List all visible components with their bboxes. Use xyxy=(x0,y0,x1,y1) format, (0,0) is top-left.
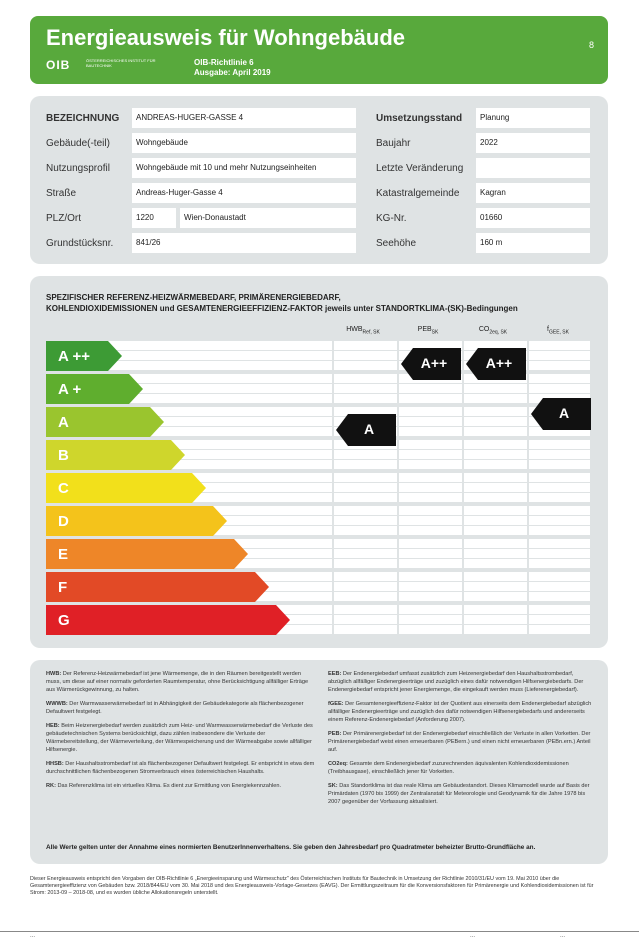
glossary-definition: Der Referenz-Heizwärmebedarf ist jene Wärmemenge, die in den Räumen bereitgestellt werden muss, um diese auf einer normativ geforderten Raumtemperatur, ohne Berücksichtigung allfälliger Erträge aus Wärmerückgewinnung, zu halten. xyxy=(46,671,309,693)
rating-grid xyxy=(46,340,590,636)
info-value: Planung xyxy=(476,108,590,128)
energy-class-arrow xyxy=(46,506,227,536)
info-label: KG-Nr. xyxy=(376,213,407,224)
result-marker-co2eq xyxy=(466,348,526,380)
glossary-entry xyxy=(46,760,316,776)
energy-class-arrow xyxy=(46,539,248,569)
info-value: Andreas-Huger-Gasse 4 xyxy=(132,183,356,203)
info-value-city: Wien-Donaustadt xyxy=(180,208,356,228)
glossary-entry xyxy=(46,670,316,694)
energy-class-label: C xyxy=(58,480,69,497)
info-value: 01660 xyxy=(476,208,590,228)
info-row-building-part xyxy=(30,133,608,153)
info-value: Kagran xyxy=(476,183,590,203)
info-value: Wohngebäude mit 10 und mehr Nutzungseinheiten xyxy=(132,158,356,178)
grid-column-separator xyxy=(527,340,529,636)
glossary-entry xyxy=(328,782,598,806)
guideline-name: OIB-Richtlinie 6 xyxy=(194,58,254,67)
energy-class-label: G xyxy=(58,612,70,629)
energy-class-label: F xyxy=(58,579,68,596)
rating-heading-line1: SPEZIFISCHER REFERENZ-HEIZWÄRMEBEDARF, PRIMÄRENERGIEBEDARF, xyxy=(46,293,341,302)
energy-class-arrow xyxy=(46,572,269,602)
result-marker-hwb xyxy=(336,414,396,446)
grid-column-separator xyxy=(462,340,464,636)
info-label: Gebäude(-teil) xyxy=(46,138,110,149)
glossary-definition: Der Primärenergiebedarf ist der Endenergiebedarf einschließlich der Verluste in allen Vorketten. Der Primärenergiebedarf weist einen erneuerbaren (PEBern.) und einen nicht erneuerbaren (PEBn.ern.) Anteil auf. xyxy=(328,731,591,753)
grid-column-separator xyxy=(332,340,334,636)
energy-class-arrow xyxy=(46,605,290,635)
column-header-fgee: $f_{GEE, SK}$ xyxy=(547,326,569,336)
building-info-panel xyxy=(30,96,608,264)
glossary-term: SK: xyxy=(328,783,340,789)
oib-logo: OIB xyxy=(46,58,71,72)
info-label: Katastralgemeinde xyxy=(376,188,460,199)
glossary-term: HWB: xyxy=(46,671,63,677)
glossary-panel xyxy=(30,660,608,864)
grid-column-separator xyxy=(397,340,399,636)
glossary-definition: Das Standortklima ist das reale Klima am Gebäudestandort. Dieses Klimamodell wurde auf Basis der Primärdaten (1970 bis 1999) der Zentralanstalt für Meteorologie und Geodynamik für die Jahre 1978 bis 2007 gegenüber der Vorfassung aktualisiert. xyxy=(328,783,590,805)
glossary-left-column xyxy=(46,670,316,796)
bottom-right-text: ... xyxy=(560,933,566,939)
info-value: ANDREAS-HUGER-GASSE 4 xyxy=(132,108,356,128)
glossary-entry xyxy=(328,730,598,754)
info-label: Letzte Veränderung xyxy=(376,163,464,174)
energy-class-arrow xyxy=(46,407,164,437)
energy-class-label: A xyxy=(58,414,69,431)
energy-rating-panel xyxy=(30,276,608,648)
glossary-right-column xyxy=(328,670,598,812)
info-row-plot-number xyxy=(30,233,608,253)
result-marker-label: A++ xyxy=(420,355,448,371)
bottom-left-text: ... xyxy=(30,933,36,939)
glossary-term: CO2eq: xyxy=(328,761,350,767)
glossary-definition: Der Haushaltsstrombedarf ist als flächenbezogener Defaultwert festgelegt. Er entspricht in etwa dem durchschnittlichen flächenbezogenen Stromverbrauch eines österreichischen Haushalts. xyxy=(46,761,315,775)
result-marker-fgee xyxy=(531,398,591,430)
energy-class-label: A ++ xyxy=(58,348,90,365)
rating-heading xyxy=(46,292,602,314)
info-label: BEZEICHNUNG xyxy=(46,113,120,124)
glossary-entry xyxy=(328,670,598,694)
glossary-definition: Der Gesamtenergieeffizienz-Faktor ist der Quotient aus einerseits dem Endenergiebedarf abzüglich allfälliger Endenergieerträge und zuzüglich des dafür notwendigen Hilfsenergiebedarfs und andererseits einem Referenz-Endenergiebedarf (Anforderung 2007). xyxy=(328,701,592,723)
glossary-term: RK: xyxy=(46,783,58,789)
info-value: 841/26 xyxy=(132,233,356,253)
energy-class-label: A + xyxy=(58,381,82,398)
glossary-term: WWWB: xyxy=(46,701,70,707)
energy-class-arrow xyxy=(46,341,122,371)
glossary-term: EEB: xyxy=(328,671,343,677)
page-title: Energieausweis für Wohngebäude xyxy=(46,25,405,50)
glossary-definition: Das Referenzklima ist ein virtuelles Klima. Es dient zur Ermittlung von Energiekennzahlen. xyxy=(57,783,282,789)
glossary-entry xyxy=(46,700,316,716)
info-label: Baujahr xyxy=(376,138,411,149)
glossary-entry xyxy=(328,760,598,776)
energy-class-arrow xyxy=(46,473,206,503)
info-value-zip: 1220 xyxy=(132,208,176,228)
result-marker-label: A++ xyxy=(485,355,513,371)
column-header-co2: $CO_{2eq, SK}$ xyxy=(478,326,508,336)
result-marker-peb xyxy=(401,348,461,380)
energy-class-label: D xyxy=(58,513,69,530)
info-row-street xyxy=(30,183,608,203)
legal-footnote: Dieser Energieausweis entspricht den Vorgaben der OIB-Richtlinie 6 „Energieeinsparung und Wärmeschutz" des Österreichischen Instituts für Bautechnik in Umsetzung der Richtlinie 2010/31/EU vom 19. Mai 2010 über die Gesamtenergieeffizienz von Gebäuden bzw. 2018/844/EU vom 30. Mai 2018 und des Energieausweis-Vorlage-Gesetzes (EAVG). Der Ermittlungszeitraum für die Konversionsfaktoren für Primärenergie und Kohlendioxidemissionen ist für Strom: 2013-09 – 2018-08, und es wurden übliche Allokationsregeln unterstellt. xyxy=(30,876,594,896)
glossary-definition: Der Endenergiebedarf umfasst zusätzlich zum Heizenergiebedarf den Haushaltsstrombedarf, abzüglich allfälliger Endenergieerträge und zuzüglich eines dafür notwendigen Hilfsenergiebedarfs. Der Endenergiebedarf entspricht jener Energiemenge, die eingekauft werden muss (Lieferenergiebedarf). xyxy=(328,671,584,693)
page-number: 8 xyxy=(588,40,594,50)
glossary-entry xyxy=(46,722,316,754)
info-label: PLZ/Ort xyxy=(46,213,82,224)
guideline-info xyxy=(194,58,271,78)
glossary-term: fGEE: xyxy=(328,701,346,707)
result-marker-label: A xyxy=(363,421,375,437)
glossary-entry xyxy=(328,700,598,724)
glossary-term: HEB: xyxy=(46,723,62,729)
energy-class-label: E xyxy=(58,546,69,563)
info-row-usage-profile xyxy=(30,158,608,178)
info-value xyxy=(476,158,590,178)
glossary-term: PEB: xyxy=(328,731,343,737)
info-label: Seehöhe xyxy=(376,238,417,249)
energy-class-arrow xyxy=(46,374,143,404)
info-label: Umsetzungsstand xyxy=(376,113,463,124)
bottom-mid-text: ... xyxy=(470,933,476,939)
column-header-hwb: $HWB_{Ref, SK}$ xyxy=(346,326,380,336)
page-bottom-line xyxy=(0,931,639,932)
info-value: 160 m xyxy=(476,233,590,253)
oib-logo-subtitle: ÖSTERREICHISCHES INSTITUT FÜR BAUTECHNIK xyxy=(86,58,156,68)
header-banner xyxy=(30,16,608,84)
glossary-definition: Beim Heizenergiebedarf werden zusätzlich zum Heiz- und Warmwasserwärmebedarf die Verluste des gebäudetechnischen Systems berücksichtigt, dazu zählen insbesondere die Verluste der Wärmebereitstellung, der Wärmeverteilung, der Wärmespeicherung und der Wärmeabgabe sowie allfälliger Hilfsenergie. xyxy=(46,723,313,753)
result-marker-label: A xyxy=(558,404,570,421)
info-value: 2022 xyxy=(476,133,590,153)
rating-heading-line2: KOHLENDIOXIDEMISSIONEN und GESAMTENERGIEEFFIZIENZ-FAKTOR jeweils unter STANDORTKLIMA-(SK)-Bedingungen xyxy=(46,304,518,313)
info-row-zip-city xyxy=(30,208,608,228)
glossary-definition: Gesamte dem Endenergiebedarf zuzurechnenden äquivalenten Kohlendioxidemissionen (Treibhausgase), einschließlich jener für Vorketten. xyxy=(328,761,569,775)
info-value: Wohngebäude xyxy=(132,133,356,153)
glossary-entry xyxy=(46,782,316,790)
glossary-definition: Der Warmwasserwärmebedarf ist in Abhängigkeit der Gebäudekategorie als flächenbezogener Defaultwert festgelegt. xyxy=(46,701,304,715)
info-label: Straße xyxy=(46,188,77,199)
column-header-peb: $PEB_{SK}$ xyxy=(417,326,439,336)
glossary-footer: Alle Werte gelten unter der Annahme eines normierten BenutzerInnenverhaltens. Sie geben den Jahresbedarf pro Quadratmeter beheizter Brutto-Grundfläche an. xyxy=(46,844,536,851)
energy-class-arrow xyxy=(46,440,185,470)
info-row-designation xyxy=(30,108,608,128)
guideline-edition: Ausgabe: April 2019 xyxy=(194,68,271,77)
energy-class-label: B xyxy=(58,447,69,464)
glossary-term: HHSB: xyxy=(46,761,66,767)
info-label: Nutzungsprofil xyxy=(46,163,110,174)
info-label: Grundstücksnr. xyxy=(46,238,114,249)
